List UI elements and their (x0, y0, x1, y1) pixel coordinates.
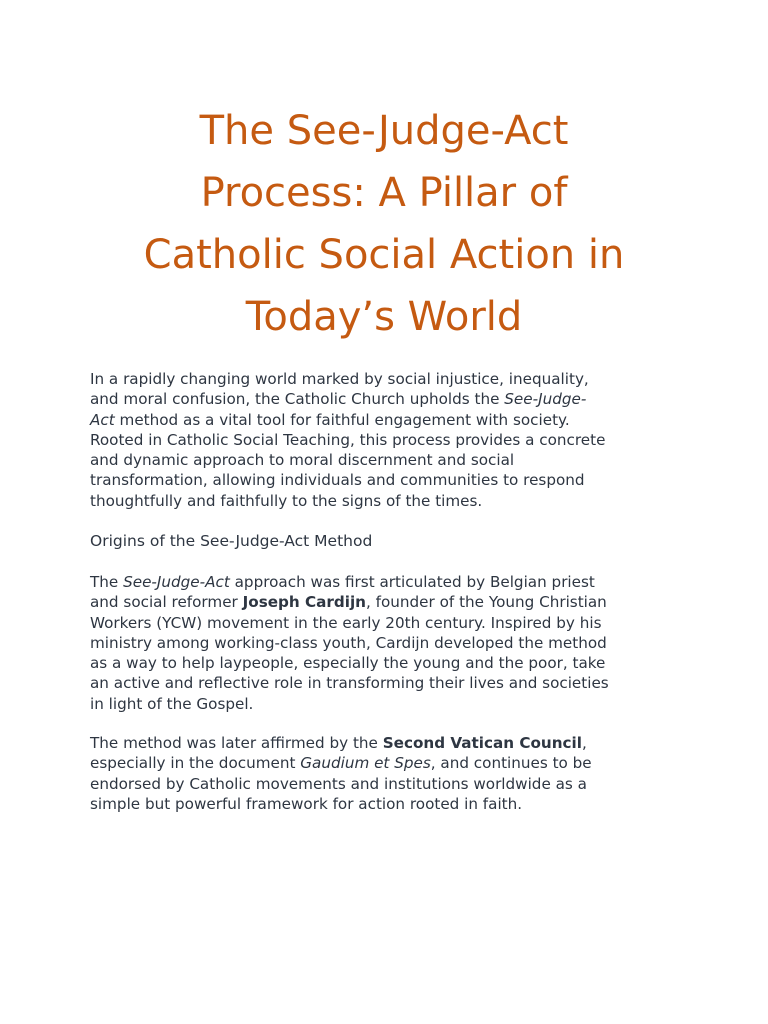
text-run: The (90, 573, 124, 591)
text-run: and moral confusion, the Catholic Church upholds the (90, 390, 505, 409)
text-line (90, 491, 682, 511)
text-line (90, 470, 682, 490)
text-run: approach was first articulated by Belgian priest (229, 573, 595, 591)
intro-paragraph (90, 369, 682, 511)
text-run: an active and reflective role in transforming their lives and societies (90, 674, 609, 693)
text-run: especially in the document (90, 754, 301, 773)
text-run: and social reformer (90, 593, 243, 612)
intro-section (90, 369, 682, 511)
council-paragraph (90, 733, 682, 814)
text-line (90, 753, 682, 773)
text-line (90, 613, 682, 633)
text-run: Workers (YCW) movement in the early 20th century. Inspired by his (90, 613, 602, 632)
title-line: The See-Judge-Act (199, 108, 569, 154)
origins-section (90, 572, 682, 714)
text-run: in light of the Gospel. (90, 694, 254, 713)
text-line (90, 673, 682, 693)
council-section (90, 733, 682, 814)
text-line (90, 694, 682, 714)
text-line (90, 430, 682, 450)
bold-text: Second Vatican Council (382, 734, 582, 752)
text-run: method as a vital tool for faithful engagement with society. (114, 410, 570, 429)
text-line (90, 369, 682, 389)
title-line: Catholic Social Action in (143, 232, 625, 278)
text-run: Rooted in Catholic Social Teaching, this process provides a concrete (90, 430, 606, 449)
text-run: as a way to help laypeople, especially the young and the poor, take (90, 654, 606, 673)
emphasis-text: See-Judge- (504, 390, 587, 409)
text-line (90, 572, 682, 592)
text-run: simple but powerful framework for action rooted in faith. (90, 794, 523, 813)
text-run: , and continues to be (430, 754, 592, 773)
text-run: , founder of the Young Christian (366, 593, 607, 612)
text-run: ministry among working-class youth, Cardijn developed the method (90, 633, 607, 652)
text-line (90, 653, 682, 673)
origins-paragraph (90, 572, 682, 714)
text-line (90, 733, 682, 753)
text-run: and dynamic approach to moral discernment and social (90, 451, 515, 470)
title-line: Process: A Pillar of (200, 170, 568, 216)
text-line (90, 450, 682, 470)
text-line (90, 410, 682, 430)
text-run: In a rapidly changing world marked by social injustice, inequality, (90, 370, 589, 388)
emphasis-text: Act (90, 410, 115, 429)
bold-text: Joseph Cardijn (242, 593, 366, 612)
text-run: transformation, allowing individuals and communities to respond (90, 471, 585, 490)
text-run: endorsed by Catholic movements and institutions worldwide as a (90, 774, 587, 793)
text-run: The method was later affirmed by the (90, 734, 383, 752)
text-line (90, 633, 682, 653)
emphasis-text: See-Judge-Act (123, 573, 230, 591)
section-heading: Origins of the See-Judge-Act Method (90, 532, 373, 550)
text-line (90, 774, 682, 794)
text-line (90, 592, 682, 612)
emphasis-text: Gaudium et Spes (300, 754, 431, 773)
origins-heading-block (90, 531, 682, 551)
text-line (90, 794, 682, 814)
text-line (90, 389, 682, 409)
text-run: thoughtfully and faithfully to the signs of the times. (90, 491, 483, 510)
document-title (90, 100, 678, 348)
title-line: Today’s World (245, 294, 523, 340)
text-run: , (581, 734, 587, 752)
